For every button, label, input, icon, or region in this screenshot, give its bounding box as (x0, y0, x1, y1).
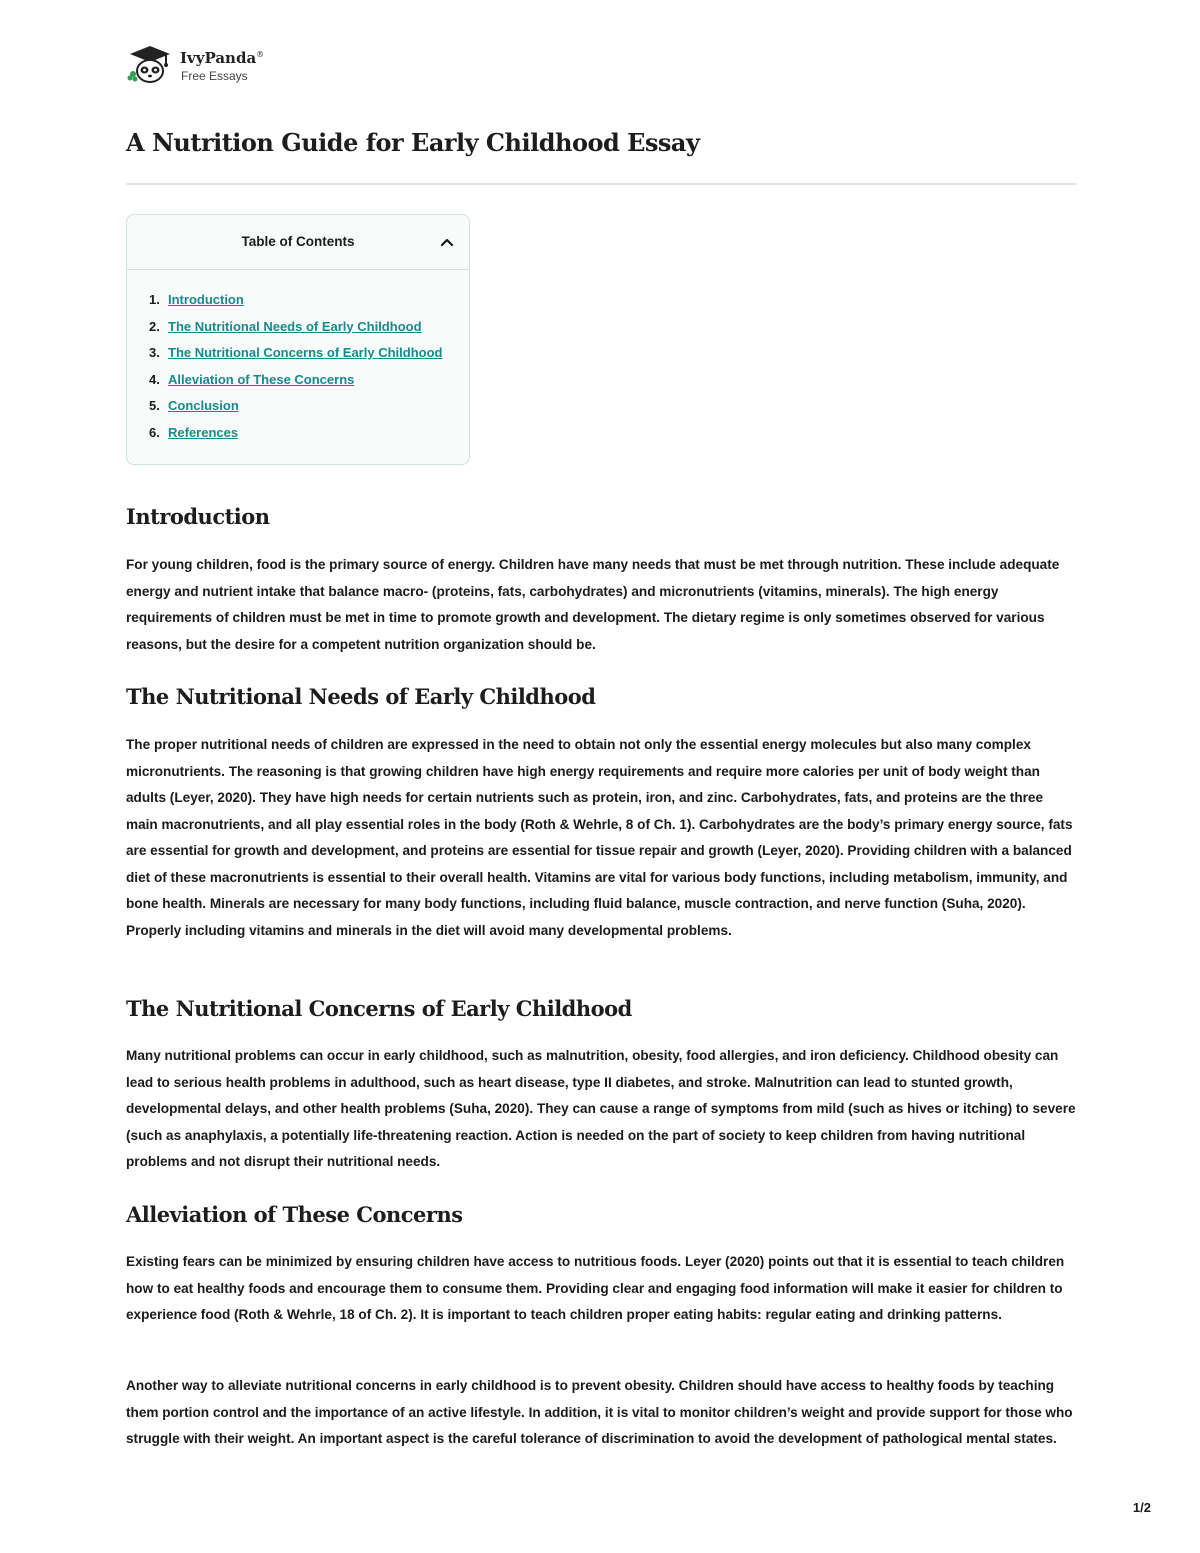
table-of-contents (126, 214, 470, 465)
brand-subtitle: Free Essays (181, 69, 248, 83)
paragraph-introduction: For young children, food is the primary source of energy. Children have many needs that must be met through nutrition. These include adequate energy and nutrient intake that balance macro- (proteins, fats, carbohydrates) and micronutrients (vitamins, minerals). The high energy requirements of children must be met in time to promote growth and development. The dietary regime is only sometimes observed for various reasons, but the desire for a competent nutrition organization should be. (126, 557, 1060, 652)
brand-logo[interactable] (126, 44, 326, 86)
paragraph-nutritional-concerns: Many nutritional problems can occur in early childhood, such as malnutrition, obesity, food allergies, and iron deficiency. Childhood obesity can lead to serious health problems in adulthood, such as heart disease, type II diabetes, and stroke. Malnutrition can lead to stunted growth, developmental delays, and other health problems (Suha, 2020). They can cause a range of symptoms from mild (such as hives or itching) to severe (such as anaphylaxis, a potentially life-threatening reaction. Action is needed on the part of society to keep children from having nutritional problems and not disrupt their nutritional needs. (126, 1048, 1076, 1169)
toc-item (149, 318, 442, 345)
toc-link-nutritional-concerns[interactable]: The Nutritional Concerns of Early Childhood (168, 345, 443, 360)
toc-header[interactable] (127, 215, 469, 270)
toc-title: Table of Contents (241, 234, 355, 249)
heading-alleviation: Alleviation of These Concerns (126, 1202, 463, 1227)
toc-item-number: 4. (149, 371, 160, 387)
toc-item (149, 371, 442, 398)
toc-item (149, 344, 442, 371)
toc-item-number: 6. (149, 424, 160, 440)
toc-link-alleviation[interactable]: Alleviation of These Concerns (168, 371, 355, 387)
title-divider (126, 183, 1077, 185)
toc-item-number: 2. (149, 318, 160, 334)
toc-link-conclusion[interactable]: Conclusion (168, 398, 239, 413)
heading-nutritional-concerns: The Nutritional Concerns of Early Childhood (126, 996, 632, 1021)
toc-link-nutritional-needs[interactable]: The Nutritional Needs of Early Childhood (168, 318, 422, 334)
page-title: A Nutrition Guide for Early Childhood Essay (126, 128, 700, 157)
toc-link-references[interactable]: References (168, 424, 239, 440)
toc-link-introduction[interactable]: Introduction (168, 292, 244, 307)
heading-introduction: Introduction (126, 504, 270, 529)
chevron-up-icon[interactable] (439, 235, 455, 249)
toc-item-number: 3. (149, 345, 160, 360)
registered-mark: ® (256, 50, 265, 59)
toc-item (149, 397, 442, 424)
toc-list (149, 291, 442, 450)
toc-item (149, 424, 442, 451)
page-number: 1/2 (1132, 1500, 1151, 1515)
toc-item-number: 1. (149, 292, 160, 307)
brand-name: IvyPanda (180, 49, 257, 67)
paragraph-alleviation-2: Another way to alleviate nutritional concerns in early childhood is to prevent obesity. Children should have access to healthy foods by teaching them portion control and the importance of an active lifestyle. In addition, it is vital to monitor children’s weight and provide support for those who struggle with their weight. An important aspect is the careful tolerance of discrimination to avoid the development of pathological mental states. (126, 1378, 1073, 1446)
toc-item-number: 5. (149, 398, 160, 413)
paragraph-nutritional-needs: The proper nutritional needs of children are expressed in the need to obtain not only the essential energy molecules but also many complex micronutrients. The reasoning is that growing children have high energy requirements and require more calories per unit of body weight than adults (Leyer, 2020). They have high needs for certain nutrients such as protein, iron, and zinc. Carbohydrates, fats, and proteins are the three main macronutrients, and all play essential roles in the body (Roth & Wehrle, 8 of Ch. 1). Carbohydrates are the body’s primary energy source, fats are essential for growth and development, and proteins are essential for tissue repair and growth (Leyer, 2020). Providing children with a balanced diet of these macronutrients is essential to their overall health. Vitamins are vital for various body functions, including metabolism, immunity, and bone health. Minerals are necessary for many body functions, including fluid balance, muscle contraction, and nerve function (Suha, 2020). Properly including vitamins and minerals in the diet will avoid many developmental problems. (126, 737, 1073, 938)
toc-item (149, 291, 442, 318)
paragraph-alleviation-1: Existing fears can be minimized by ensuring children have access to nutritious foods. Leyer (2020) points out that it is essential to teach children how to eat healthy foods and encourage them to consume them. Providing clear and engaging food information will make it easier for children to experience food (Roth & Wehrle, 18 of Ch. 2). It is important to teach children proper eating habits: regular eating and drinking patterns. (126, 1254, 1065, 1322)
heading-nutritional-needs: The Nutritional Needs of Early Childhood (126, 684, 596, 709)
graduation-cap-panda-icon (126, 44, 174, 86)
